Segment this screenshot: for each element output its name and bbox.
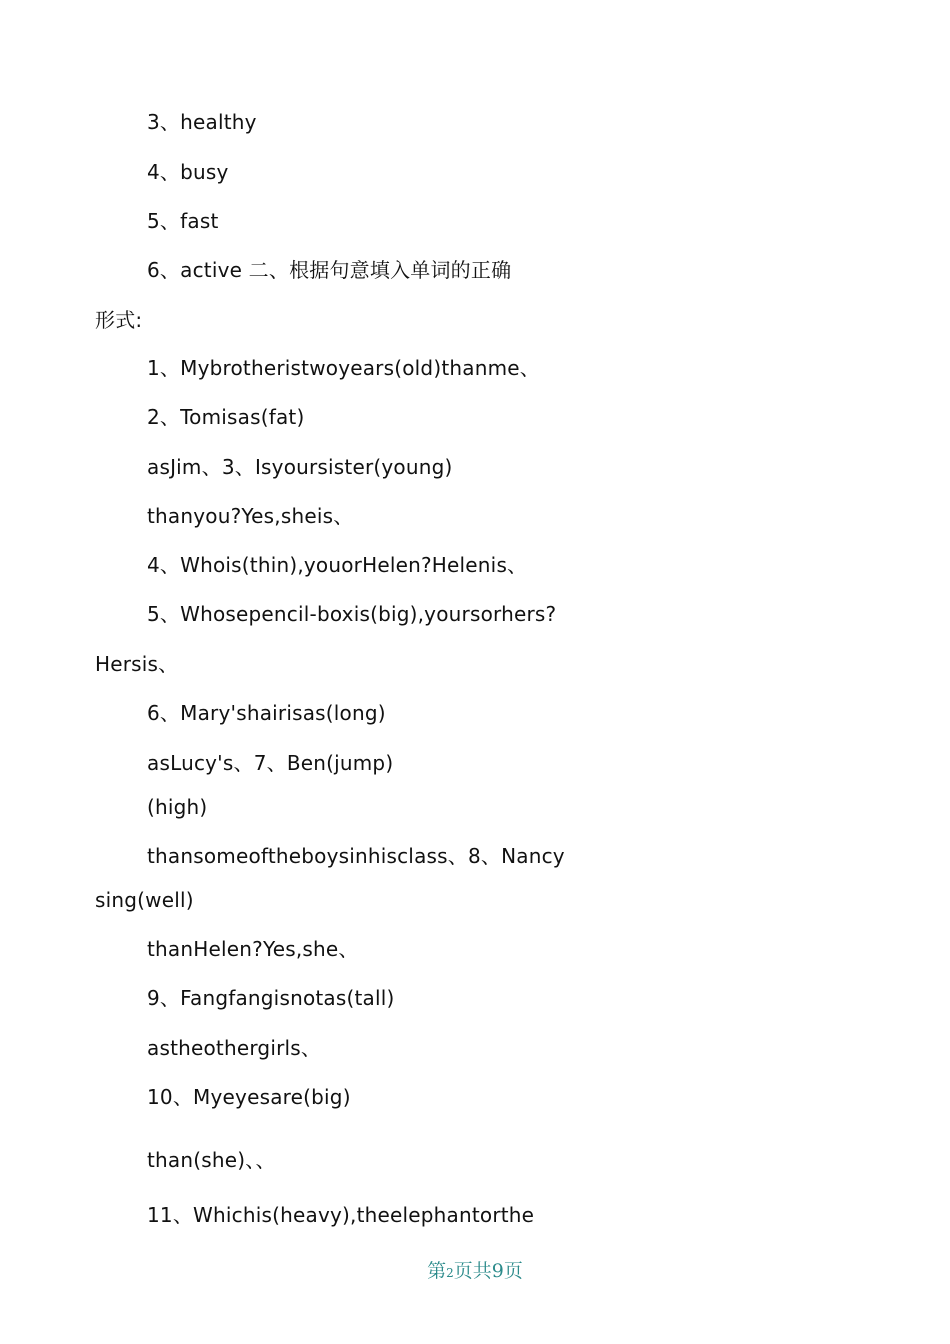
text-line: 形式: bbox=[95, 308, 143, 332]
text-line: 10、Myeyesare(big) bbox=[147, 1085, 351, 1109]
text-line: 5、Whosepencil-boxis(big),yoursorhers? bbox=[147, 602, 557, 626]
text-line: 4、busy bbox=[147, 160, 229, 184]
text-line: 1、Mybrotheristwoyears(old)thanme、 bbox=[147, 356, 540, 380]
footer-page-number: 2 bbox=[446, 1266, 454, 1280]
text-line: asJim、3、Isyoursister(young) bbox=[147, 455, 453, 479]
text-line: 6、Mary'shairisas(long) bbox=[147, 701, 386, 725]
text-line: thanHelen?Yes,she、 bbox=[147, 937, 359, 961]
text-line: 9、Fangfangisnotas(tall) bbox=[147, 986, 395, 1010]
text-line: 6、active 二、根据句意填入单词的正确 bbox=[147, 258, 512, 282]
text-line: 5、fast bbox=[147, 209, 219, 233]
text-line: 3、healthy bbox=[147, 110, 257, 134]
footer-prefix: 第 bbox=[427, 1260, 447, 1282]
text-line: than(she)、、 bbox=[147, 1148, 276, 1172]
page-footer bbox=[0, 1259, 950, 1285]
text-line: 2、Tomisas(fat) bbox=[147, 405, 305, 429]
text-line: thansomeoftheboysinhisclass、8、Nancy bbox=[147, 844, 565, 868]
footer-total-pages: 9 bbox=[491, 1260, 504, 1282]
text-line: astheothergirls、 bbox=[147, 1036, 322, 1060]
text-line: thanyou?Yes,sheis、 bbox=[147, 504, 354, 528]
text-line: 4、Whois(thin),youorHelen?Helenis、 bbox=[147, 553, 528, 577]
text-line: 11、Whichis(heavy),theelephantorthe bbox=[147, 1203, 535, 1227]
text-line: Hersis、 bbox=[95, 652, 179, 676]
footer-suffix: 页 bbox=[503, 1260, 523, 1282]
text-line: sing(well) bbox=[95, 888, 194, 912]
text-line: asLucy's、7、Ben(jump) bbox=[147, 751, 394, 775]
text-line: (high) bbox=[147, 795, 208, 819]
footer-middle: 页共 bbox=[453, 1260, 492, 1282]
